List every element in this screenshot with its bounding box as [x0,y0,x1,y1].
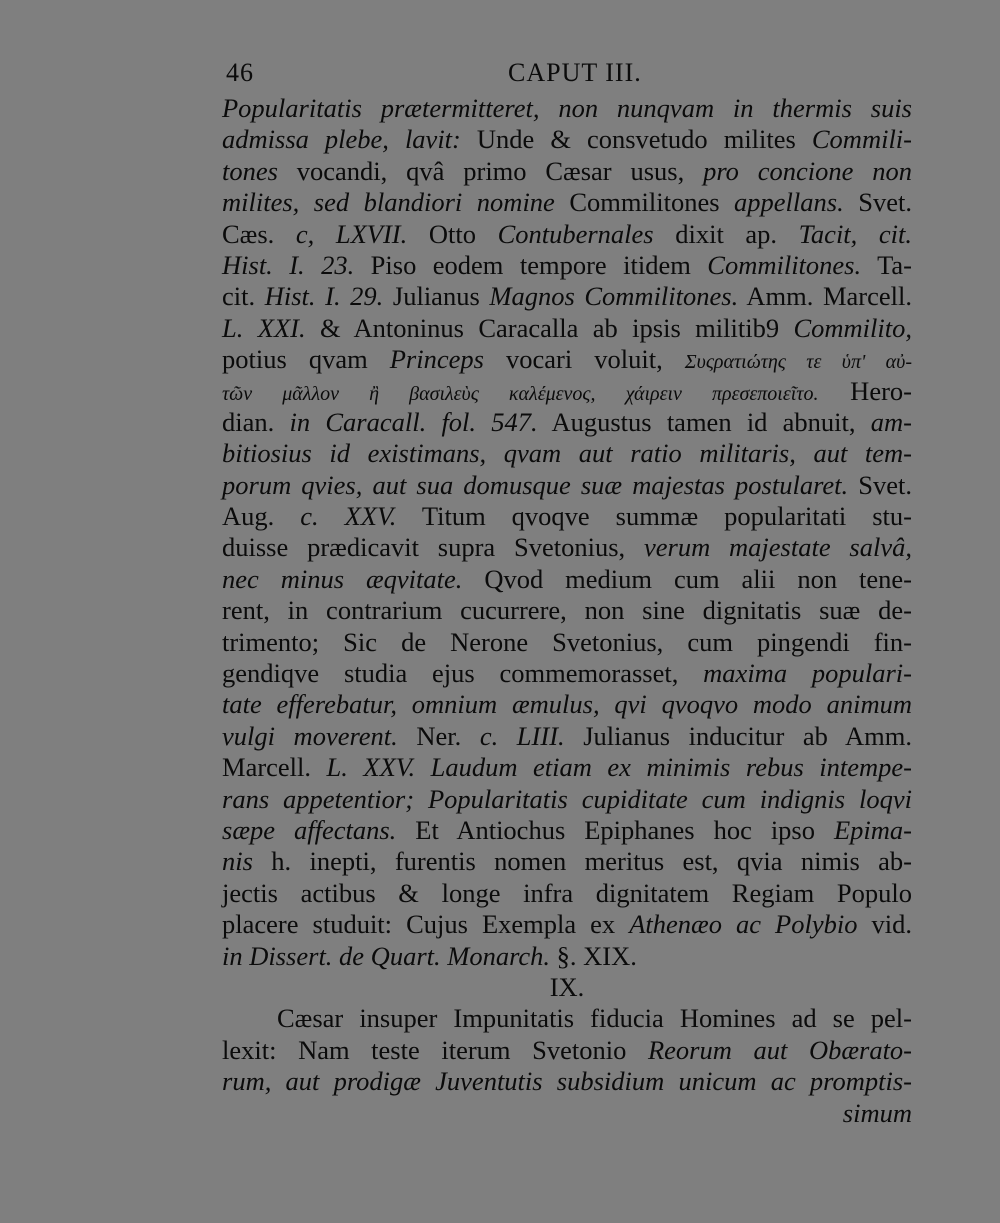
roman-text: Julianus inducitur ab Amm. [564,720,912,751]
italic-text: tate efferebatur, omnium æmulus, qvi qvoqvo modo animum [222,689,912,720]
italic-text: in Dissert. de Quart. Monarch. [222,940,551,971]
text-line [222,658,912,689]
roman-text: vocandi, qvâ primo Cæsar usus, [277,155,704,186]
text-line [222,846,912,877]
text-line [222,407,912,438]
roman-text: Ner. [397,720,480,751]
italic-text: appellans. [734,187,844,218]
roman-text: vid. [857,909,912,940]
italic-text: rans appetentior; Popularitatis cupiditate cum indignis loqvi [222,783,912,814]
running-head: CAPUT III. [508,58,642,87]
roman-text: dixit ap. [653,218,799,249]
text-line [222,784,912,815]
italic-text: nis [222,846,253,877]
italic-text: L. XXV. Laudum etiam ex minimis rebus intempe- [326,752,912,783]
text-line [222,564,912,595]
italic-text: sæpe affectans. [222,814,397,845]
roman-text: cit. [222,281,265,312]
roman-text: Svet. [843,187,912,218]
text-line [222,376,912,407]
text-line [222,1035,912,1066]
text-line [222,627,912,658]
text-line [222,93,912,124]
text-line [222,470,912,501]
text-line [222,689,912,720]
roman-text: lexit: Nam teste iterum Svetonio [222,1034,648,1065]
roman-text: gendiqve studia ejus commemorasset, [222,658,704,689]
roman-text: Ta- [861,249,913,280]
italic-text: Princeps [389,344,484,375]
body-text [222,93,912,1129]
text-line [222,878,912,909]
greek-text: τῶν μᾶλλον ἢ βασιλεὺς καλέμενος, χάιρειν πρεσεποιεῖτο. [222,382,819,405]
roman-text: Julianus [383,281,490,312]
roman-text: Et Antiochus Epiphanes hoc ipso [396,814,834,845]
text-line [222,187,912,218]
italic-text: pro concione non [703,155,912,186]
italic-text: rum, aut prodigæ Juventutis subsidium unicum ac promptis- [222,1066,912,1097]
roman-text: Piso eodem tempore itidem [354,249,708,280]
text-line [222,941,912,972]
italic-text: tones [222,155,278,186]
roman-text: Cæs. [222,218,296,249]
text-line [222,721,912,752]
page-number: 46 [226,58,254,87]
italic-text: Commilitones. [707,249,862,280]
roman-text: IX. [549,971,585,1002]
roman-text: duisse prædicavit supra Svetonius, [222,532,644,563]
italic-text: Athenæo ac Polybio [629,909,858,940]
text-line [222,313,912,344]
text-line [222,219,912,250]
italic-text: maxima populari- [703,658,912,689]
roman-text: trimento; Sic de Nerone Svetonius, cum pingendi fin- [222,626,912,657]
roman-text: & Antoninus Caracalla ab ipsis militib9 [305,312,794,343]
roman-text: rent, in contrarium cucurrere, non sine dignitatis suæ de- [222,595,912,626]
roman-text: Svet. [848,469,912,500]
italic-text: Contubernales [497,218,654,249]
italic-text: nec minus æqvitate. [222,563,463,594]
roman-text: Amm. Marcell. [738,281,912,312]
roman-text: jectis actibus & longe infra dignitatem Regiam Populo [222,877,912,908]
italic-text: Popularitatis prætermitteret, non nunqvam in thermis suis [222,93,912,123]
roman-text: Otto [407,218,498,249]
italic-text: Hist. I. 23. [222,249,355,280]
text-line [222,156,912,187]
roman-text: Marcell. [222,752,327,783]
italic-text: porum qvies, aut sua domusque suæ majestas postularet. [222,469,849,500]
italic-text: in Caracall. fol. 547. [289,406,538,437]
italic-text: L. XXI. [222,312,306,343]
italic-text: c. LIII. [479,720,565,751]
roman-text: vocari voluit, [483,344,685,375]
roman-text: placere studuit: Cujus Exempla ex [222,909,630,940]
roman-text: dian. [222,406,290,437]
text-line [222,250,912,281]
italic-text: c, LXVII. [295,218,408,249]
roman-text: Qvod medium cum alii non tene- [462,563,912,594]
text-line [222,438,912,469]
italic-text: Epima- [833,814,912,845]
italic-text: verum majestate salvâ, [643,532,912,563]
italic-text: Tacit, cit. [798,218,912,249]
italic-text: bitiosius id existimans, qvam aut ratio militaris, aut tem- [222,438,912,469]
italic-text: milites, sed blandiori nomine [222,187,555,218]
text-line [222,1066,912,1097]
text-line [222,1098,912,1129]
text-line [222,909,912,940]
italic-text: am- [870,406,912,437]
italic-text: Reorum aut Obærato- [647,1034,913,1065]
text-line [222,344,912,375]
text-line [222,595,912,626]
text-line [222,281,912,312]
italic-text: Magnos Commilitones. [489,281,739,312]
italic-text: simum [842,1097,912,1128]
roman-text: h. inepti, furentis nomen meritus est, qvia nimis ab- [252,846,912,877]
italic-text: Commili- [811,124,912,155]
roman-text: Augustus tamen id abnuit, [537,406,871,437]
roman-text: §. XIX. [550,940,637,971]
roman-text: Unde & consvetudo milites [460,124,812,155]
roman-text: Titum qvoqve summæ popularitati stu- [396,501,912,532]
italic-text: Commilito, [793,312,912,343]
text-line [222,752,912,783]
roman-text: potius qvam [222,344,390,375]
roman-text: Commilitones [554,187,735,218]
text-line [222,501,912,532]
italic-text: vulgi moverent. [222,720,398,751]
italic-text: admissa plebe, lavit: [222,124,461,155]
text-line [222,532,912,563]
text-line [222,124,912,155]
roman-text: Hero- [818,375,912,406]
greek-text: Συςρατιώτης τε ὑπ' αὐ- [684,351,912,374]
section-number [222,972,912,1003]
roman-text: Aug. [222,501,301,532]
italic-text: c. XXV. [300,501,397,532]
roman-text: Cæsar insuper Impunitatis fiducia Homines ad se pel- [277,1003,912,1034]
text-line [222,815,912,846]
text-line [222,1003,912,1034]
italic-text: Hist. I. 29. [264,281,384,312]
